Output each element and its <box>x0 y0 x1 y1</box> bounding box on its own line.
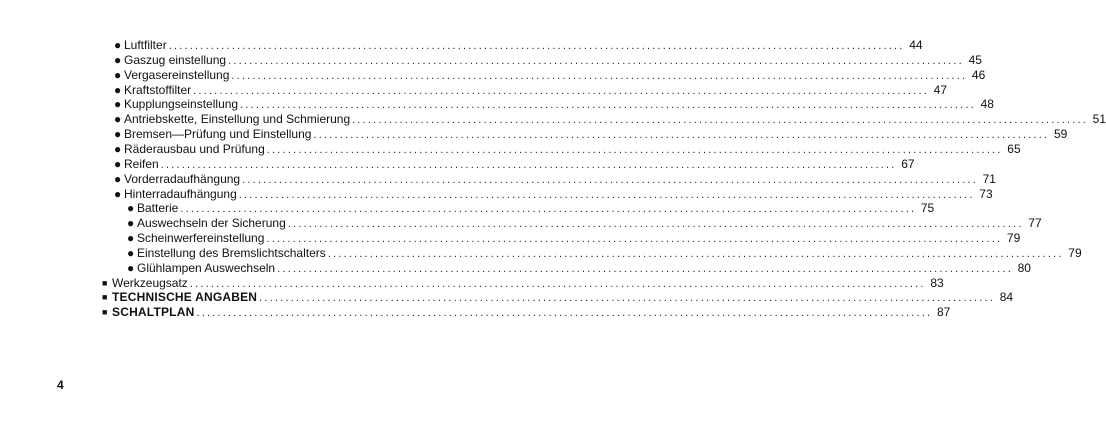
square-bullet-icon: ■ <box>102 292 108 302</box>
toc-entry <box>127 200 935 216</box>
toc-entry-page: 65 <box>1007 142 1021 156</box>
toc-entry <box>127 230 1021 246</box>
dot-leader: ............................................................................................................................................ <box>193 85 930 97</box>
toc-entry <box>102 304 951 320</box>
toc-entry-label: Werkzeugsatz <box>112 276 188 290</box>
round-bullet-icon: ● <box>127 201 135 215</box>
toc-entry-label: Bremsen—Prüfung und Einstellung <box>124 127 312 141</box>
round-bullet-icon: ● <box>114 83 122 97</box>
dot-leader: ............................................................................................................................................ <box>196 307 933 319</box>
round-bullet-icon: ● <box>114 187 122 201</box>
toc-entry <box>127 260 1031 276</box>
square-bullet-icon: ■ <box>102 307 108 317</box>
toc-entry-page: 44 <box>909 38 923 52</box>
toc-entry-label: Batterie <box>137 201 179 215</box>
toc-entry-page: 84 <box>999 290 1014 304</box>
dot-leader: ............................................................................................................................................ <box>277 263 1013 275</box>
toc-entry-page: 59 <box>1053 127 1068 141</box>
square-bullet-icon: ■ <box>102 278 108 288</box>
toc-entry-page: 75 <box>920 201 935 215</box>
toc-entry-page: 46 <box>971 68 986 82</box>
round-bullet-icon: ● <box>114 97 122 111</box>
toc-entry-label: SCHALTPLAN <box>112 305 195 319</box>
toc-entry-label: TECHNISCHE ANGABEN <box>112 290 258 304</box>
toc-entry <box>114 141 1021 157</box>
toc-entry <box>127 215 1042 231</box>
toc-entry <box>114 126 1068 142</box>
toc-entry-page: 80 <box>1017 261 1031 275</box>
dot-leader: ............................................................................................................................................ <box>240 99 976 111</box>
dot-leader: ............................................................................................................................................ <box>242 174 978 186</box>
toc-entry-page: 48 <box>980 97 994 111</box>
toc-entry-label: Luftfilter <box>124 38 167 52</box>
toc-entry-page: 73 <box>979 187 993 201</box>
toc-entry <box>114 171 996 187</box>
toc-entry-page: 87 <box>936 305 951 319</box>
toc-entry-page: 79 <box>1068 246 1082 260</box>
round-bullet-icon: ● <box>114 127 122 141</box>
round-bullet-icon: ● <box>127 246 135 260</box>
dot-leader: ............................................................................................................................................ <box>352 114 1089 126</box>
dot-leader: ............................................................................................................................................ <box>259 292 996 304</box>
round-bullet-icon: ● <box>114 38 122 52</box>
toc-entry <box>114 67 986 83</box>
round-bullet-icon: ● <box>114 112 122 126</box>
toc-entry-page: 45 <box>968 53 982 67</box>
round-bullet-icon: ● <box>114 53 122 67</box>
dot-leader: ............................................................................................................................................ <box>180 203 917 215</box>
dot-leader: ............................................................................................................................................ <box>189 278 926 290</box>
dot-leader: ............................................................................................................................................ <box>266 144 1003 156</box>
toc-entry-label: Glühlampen Auswechseln <box>137 261 276 275</box>
toc-entry-label: Einstellung des Bremslichtschalters <box>137 246 326 260</box>
round-bullet-icon: ● <box>127 216 135 230</box>
toc-entry-label: Kraftstoffilter <box>124 83 192 97</box>
round-bullet-icon: ● <box>127 231 135 245</box>
toc-entry <box>114 96 994 112</box>
toc-entry-label: Scheinwerfereinstellung <box>137 231 265 245</box>
dot-leader: ............................................................................................................................................ <box>313 129 1050 141</box>
toc-entry-page: 47 <box>933 83 948 97</box>
round-bullet-icon: ● <box>114 142 122 156</box>
toc-entry-label: Gaszug einstellung <box>124 53 227 67</box>
toc-entry-label: Hinterradaufhängung <box>124 187 237 201</box>
round-bullet-icon: ● <box>114 68 122 82</box>
toc-entry-page: 51 <box>1092 112 1106 126</box>
toc-entry-page: 79 <box>1006 231 1021 245</box>
toc-entry <box>127 245 1082 261</box>
toc-entry-page: 83 <box>930 276 944 290</box>
toc-entry-label: Auswechseln der Sicherung <box>137 216 286 230</box>
dot-leader: ............................................................................................................................................ <box>287 218 1024 230</box>
page-number: 4 <box>57 378 64 392</box>
toc-entry <box>114 156 915 172</box>
toc-entry-label: Antriebskette, Einstellung und Schmierung <box>124 112 351 126</box>
dot-leader: ............................................................................................................................................ <box>231 70 968 82</box>
toc-entry <box>114 52 982 68</box>
dot-leader: ............................................................................................................................................ <box>228 55 964 67</box>
toc-entry-page: 77 <box>1028 216 1042 230</box>
toc-entry-label: Reifen <box>124 157 159 171</box>
dot-leader: ............................................................................................................................................ <box>266 233 1003 245</box>
round-bullet-icon: ● <box>114 157 122 171</box>
toc-entry <box>102 289 1014 305</box>
toc-entry-page: 67 <box>901 157 915 171</box>
toc-entry <box>114 37 923 53</box>
round-bullet-icon: ● <box>127 261 135 275</box>
toc-entry-label: Vorderradaufhängung <box>124 172 241 186</box>
toc-entry-label: Kupplungseinstellung <box>124 97 239 111</box>
toc-entry-label: Vergasereinstellung <box>124 68 230 82</box>
toc-entry <box>114 111 1106 127</box>
round-bullet-icon: ● <box>114 172 122 186</box>
dot-leader: ............................................................................................................................................ <box>238 189 975 201</box>
dot-leader: ............................................................................................................................................ <box>168 40 905 52</box>
toc-entry-label: Räderausbau und Prüfung <box>124 142 265 156</box>
dot-leader: ............................................................................................................................................ <box>160 159 897 171</box>
dot-leader: ............................................................................................................................................ <box>327 248 1064 260</box>
toc-entry-page: 71 <box>982 172 996 186</box>
